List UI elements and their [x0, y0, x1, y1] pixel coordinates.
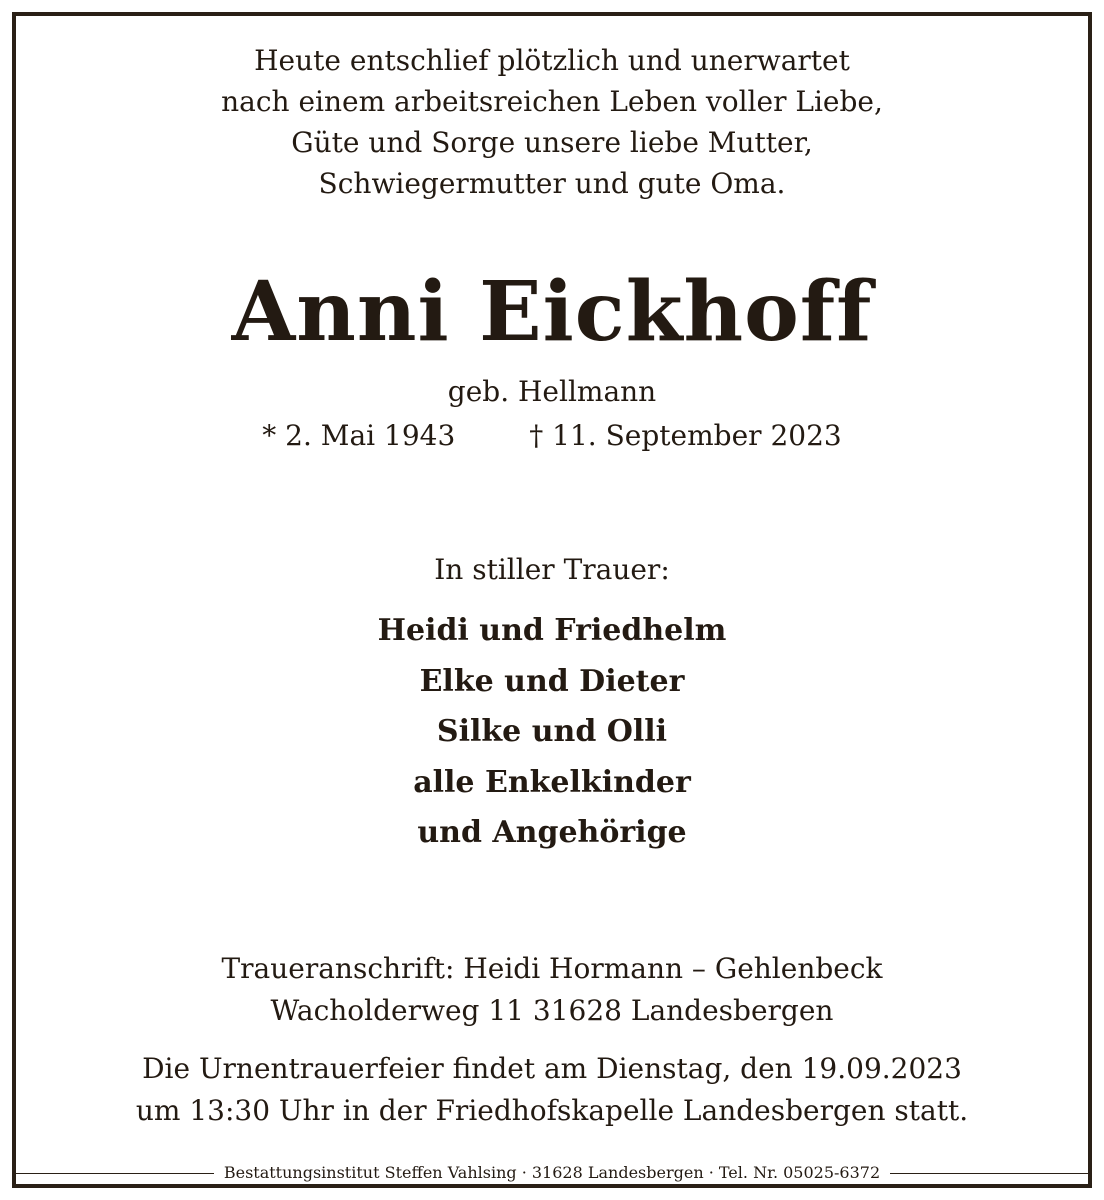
intro-line: nach einem arbeitsreichen Leben voller Liebe, — [221, 85, 883, 118]
mourning-label: In stiller Trauer: — [434, 553, 670, 586]
mourners-list — [0, 606, 1104, 859]
intro-line: Schwiegermutter und gute Oma. — [318, 167, 786, 200]
mourning-address — [0, 948, 1104, 1032]
birth-date: * 2. Mai 1943 — [262, 419, 456, 452]
deceased-name: Anni Eickhoff — [231, 264, 873, 360]
ceremony-info — [0, 1048, 1104, 1132]
mourner-line: Heidi und Friedhelm — [377, 613, 727, 648]
mourner-line: alle Enkelkinder — [413, 764, 691, 800]
intro-text — [0, 40, 1104, 204]
address-line: Wacholderweg 11 31628 Landesbergen — [270, 994, 834, 1027]
mourner-line: Elke und Dieter — [419, 663, 685, 699]
mourner-line: Silke und Olli — [436, 714, 668, 749]
life-dates — [0, 414, 1104, 458]
death-date: † 11. September 2023 — [529, 419, 842, 452]
intro-line: Güte und Sorge unsere liebe Mutter, — [291, 126, 813, 159]
footer-text: Bestattungsinstitut Steffen Vahlsing · 31628 Landesbergen · Tel. Nr. 05025-6372 — [214, 1163, 890, 1182]
mourner-line: und Angehörige — [417, 815, 687, 850]
funeral-home-footer — [12, 1161, 1092, 1185]
ceremony-line: um 13:30 Uhr in der Friedhofskapelle Landesbergen statt. — [135, 1094, 969, 1127]
address-line: Traueranschrift: Heidi Hormann – Gehlenbeck — [221, 952, 883, 985]
ceremony-line: Die Urnentrauerfeier findet am Dienstag, den 19.09.2023 — [142, 1052, 962, 1085]
intro-line: Heute entschlief plötzlich und unerwartet — [254, 44, 850, 77]
maiden-name: geb. Hellmann — [447, 375, 657, 408]
